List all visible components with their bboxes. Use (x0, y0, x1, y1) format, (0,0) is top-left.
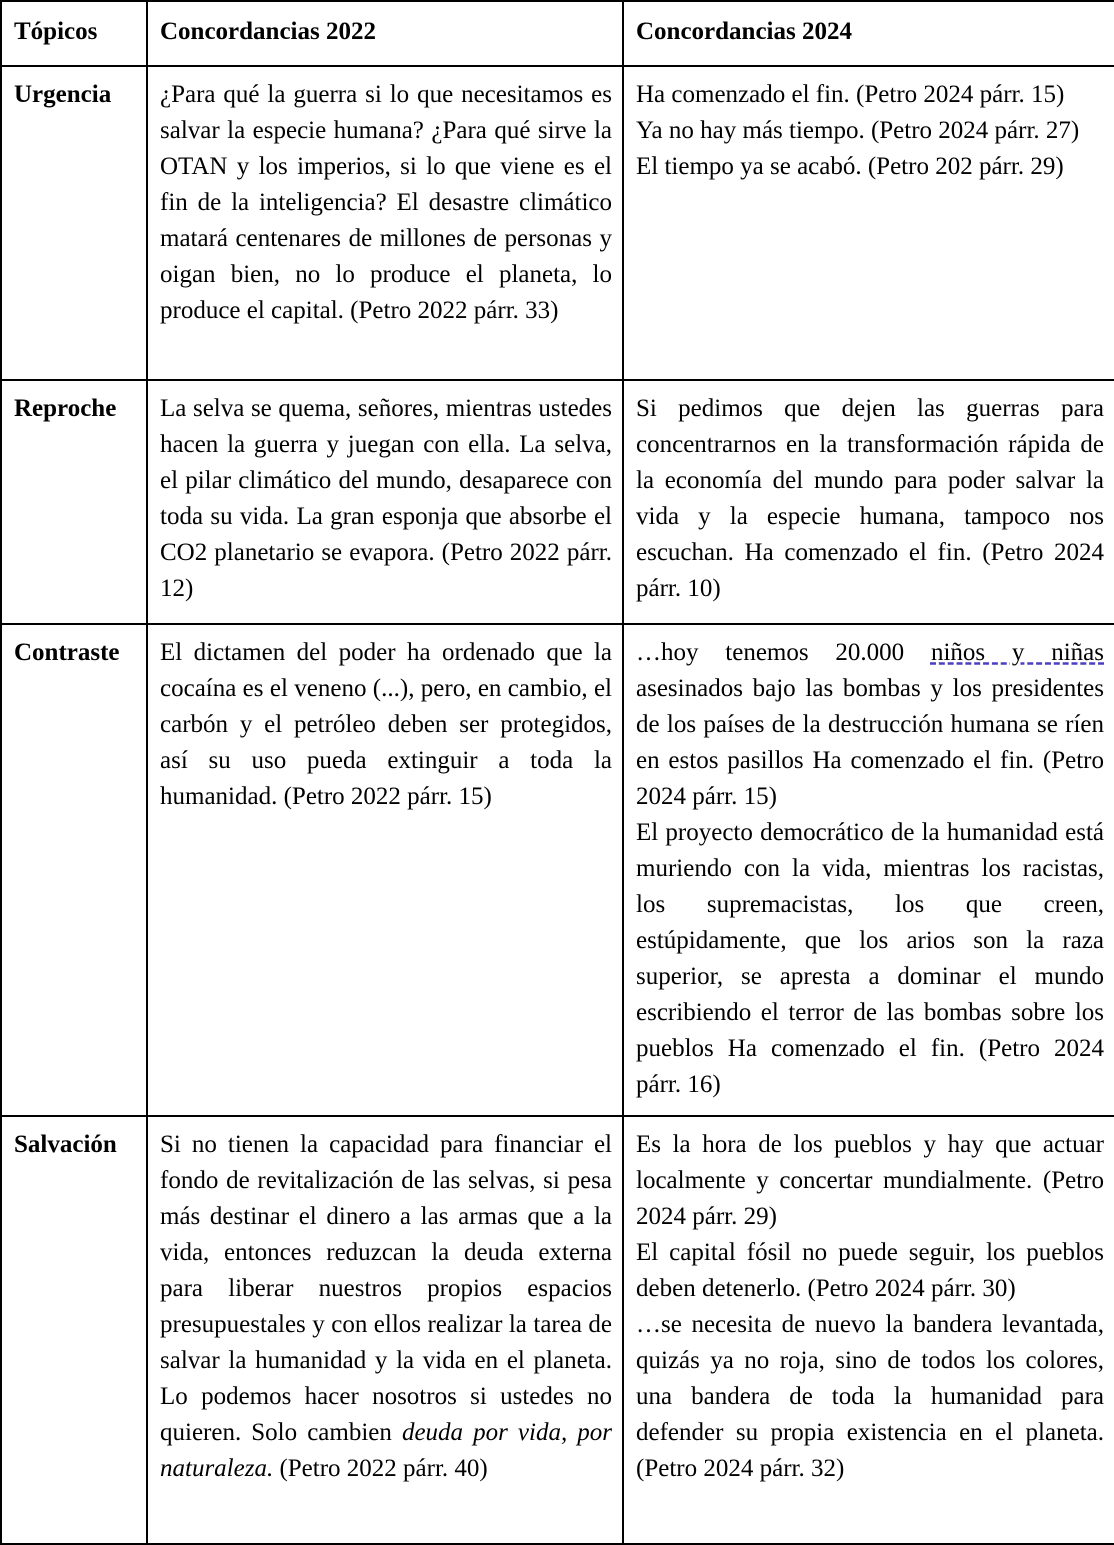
quote-2024: Es la hora de los pueblos y hay que actuar localmente y concertar mundialmente. (Petro 2024 párr. 29) (636, 1131, 1104, 1230)
cell-2024 (623, 624, 1114, 1116)
topic-cell: Contraste (1, 624, 147, 1116)
quote-2024: …se necesita de nuevo la bandera levantada, quizás ya no roja, sino de todos los colores, una bandera de toda la humanidad para defender su propia existencia en el planeta. (Petro 2024 párr. 32) (636, 1311, 1104, 1482)
quote-2024: Si pedimos que dejen las guerras para concentrarnos en la transformación rápida de la economía del mundo para poder salvar la vida y la especie humana, tampoco nos escuchan. Ha comenzado el fin. (Petro 2024 párr. 10) (636, 395, 1104, 602)
quote-2024: El proyecto democrático de la humanidad está muriendo con la vida, mientras los racistas, los supremacistas, los que creen, estúpidamente, que los arios son la raza superior, se apresta a dominar el mundo escribiendo el terror de las bombas sobre los pueblos Ha comenzado el fin. (Petro 2024 párr. 16) (636, 819, 1104, 1098)
quote-2024: El tiempo ya se acabó. (Petro 202 párr. 29) (636, 153, 1064, 180)
header-row (1, 1, 1114, 66)
quote-text: (Petro 2022 párr. 40) (273, 1455, 488, 1482)
cell-2022 (147, 380, 623, 624)
header-2022: Concordancias 2022 (147, 1, 623, 66)
quote-2024 (636, 635, 1104, 815)
topic-cell: Reproche (1, 380, 147, 624)
table-row-urgencia (1, 66, 1114, 380)
topic-cell: Salvación (1, 1116, 147, 1544)
underlined-phrase: niños y niñas (930, 639, 1104, 666)
quote-text: asesinados bajo las bombas y los presidentes de los países de la destrucción humana se ríen en estos pasillos Ha comenzado el fin. (Petro 2024 párr. 15) (636, 675, 1104, 810)
quote-text: Si no tienen la capacidad para financiar el fondo de revitalización de las selvas, si pesa más destinar el dinero a las armas que a la vida, entonces reduzcan la deuda externa para liberar nuestros propios espacios presupuestales y con ellos realizar la tarea de salvar la humanidad y la vida en el planeta. Lo podemos hacer nosotros si ustedes no quieren. Solo cambien (160, 1131, 612, 1446)
quote-2022: El dictamen del poder ha ordenado que la cocaína es el veneno (...), pero, en cambio, el carbón y el petróleo deben ser protegidos, así su uso pueda extinguir a toda la humanidad. (Petro 2022 párr. 15) (160, 639, 612, 810)
cell-2022 (147, 66, 623, 380)
header-2024: Concordancias 2024 (623, 1, 1114, 66)
quote-2022: La selva se quema, señores, mientras ustedes hacen la guerra y juegan con ella. La selva, el pilar climático del mundo, desaparece con toda su vida. La gran esponja que absorbe el CO2 planetario se evapora. (Petro 2022 párr. 12) (160, 395, 612, 602)
cell-2024 (623, 380, 1114, 624)
quote-2024: Ha comenzado el fin. (Petro 2024 párr. 15) (636, 81, 1065, 108)
topic-cell: Urgencia (1, 66, 147, 380)
table-row-salvacion (1, 1116, 1114, 1544)
table-row-reproche (1, 380, 1114, 624)
quote-2022 (160, 1127, 612, 1487)
cell-2022 (147, 624, 623, 1116)
italic-phrase: deuda por vida, por naturaleza. (160, 1419, 612, 1482)
cell-2024 (623, 1116, 1114, 1544)
quote-2022: ¿Para qué la guerra si lo que necesitamos es salvar la especie humana? ¿Para qué sirve la OTAN y los imperios, si lo que viene es el fin de la inteligencia? El desastre climático matará centenares de millones de personas y oigan bien, no lo produce el planeta, lo produce el capital. (Petro 2022 párr. 33) (160, 81, 612, 324)
quote-text: …hoy tenemos 20.000 (636, 639, 931, 666)
cell-2024 (623, 66, 1114, 380)
header-topics: Tópicos (1, 1, 147, 66)
cell-2022 (147, 1116, 623, 1544)
quote-2024: El capital fósil no puede seguir, los pueblos deben detenerlo. (Petro 2024 párr. 30) (636, 1239, 1104, 1302)
table-row-contraste (1, 624, 1114, 1116)
quote-2024: Ya no hay más tiempo. (Petro 2024 párr. 27) (636, 117, 1080, 144)
